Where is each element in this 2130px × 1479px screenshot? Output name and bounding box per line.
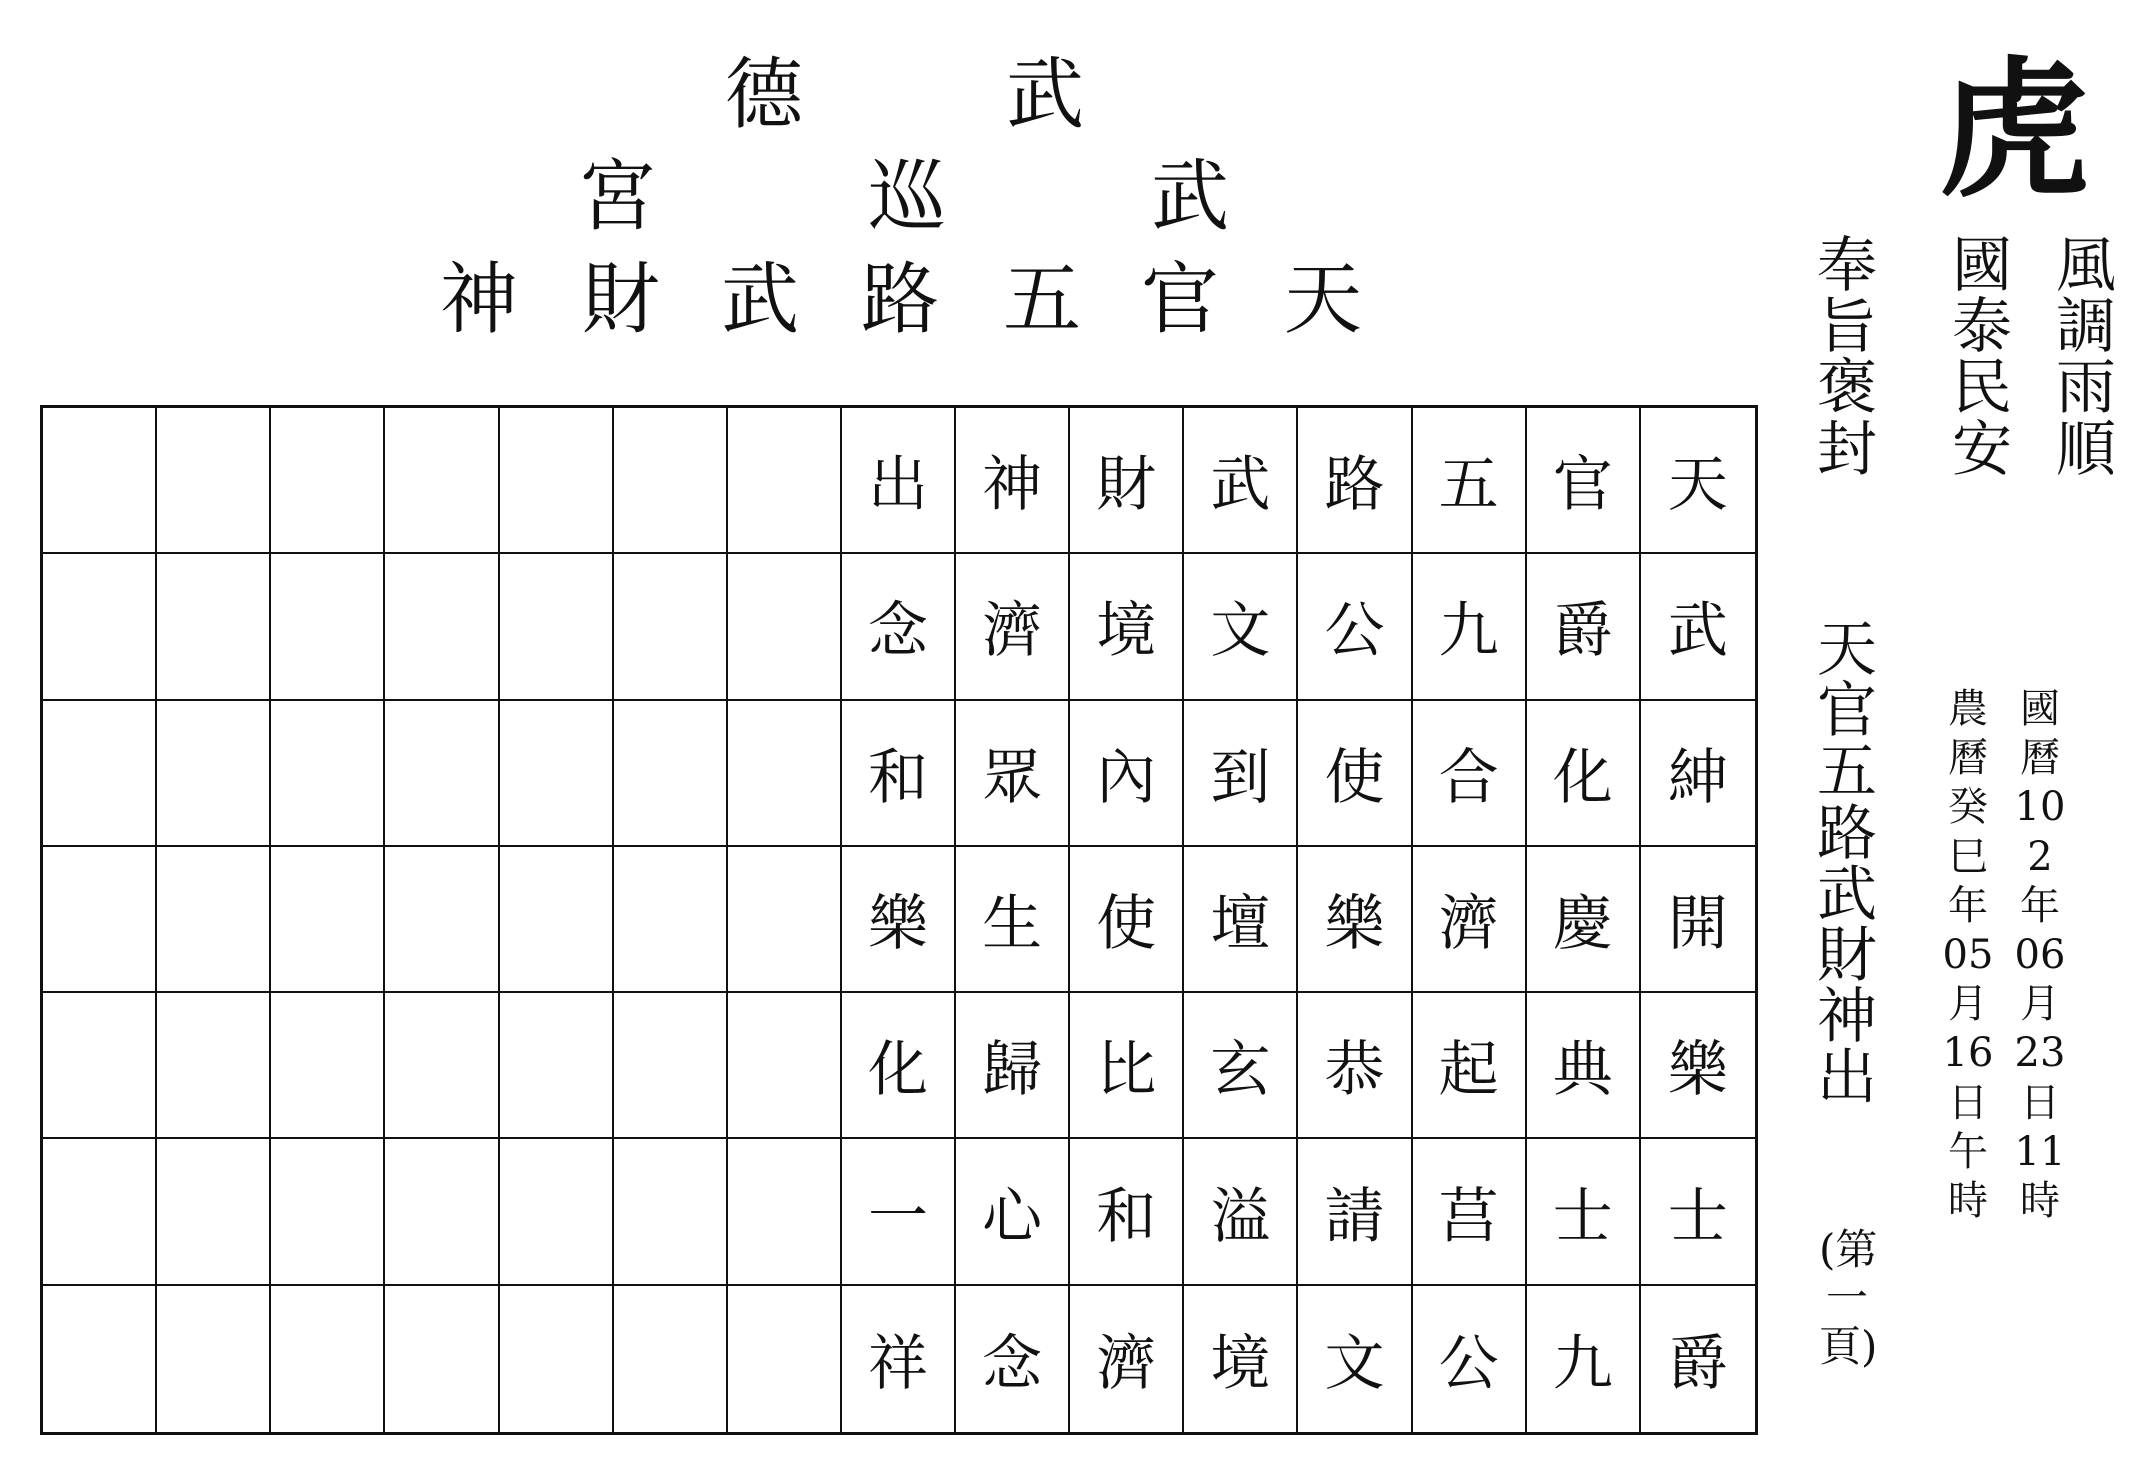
date-token: 巳 [1948,833,1988,880]
date-token: 年 [1948,882,1988,929]
grid-cell: 公 [1413,1286,1527,1432]
grid-cell [157,1139,271,1285]
grid-cell: 文 [1184,554,1298,700]
grid-cell: 境 [1184,1286,1298,1432]
grid-cell: 爵 [1527,554,1641,700]
grid-cell [728,993,842,1139]
grid-cell: 壇 [1184,847,1298,993]
grid-cell: 化 [1527,701,1641,847]
header-char: 武 [1150,152,1230,242]
grid-cell: 和 [1070,1139,1184,1285]
grid-cell [614,1139,728,1285]
grid-cell: 歸 [956,993,1070,1139]
grid-cell [614,1286,728,1432]
grid-cell [385,408,499,554]
grid-cell [614,408,728,554]
grid-cell: 路 [1298,408,1412,554]
grid-cell: 玄 [1184,993,1298,1139]
grid-cell [500,993,614,1139]
header-char: 官 [1140,255,1220,345]
grid-cell [271,993,385,1139]
grid-cell: 一 [842,1139,956,1285]
grid-cell [728,701,842,847]
date-token: 23 [2014,1030,2066,1077]
grid-cell: 開 [1641,847,1755,993]
grid-cell: 天 [1641,408,1755,554]
grid-cell: 念 [842,554,956,700]
grid-cell [157,554,271,700]
header-char: 路 [860,255,940,345]
grid-cell: 慶 [1527,847,1641,993]
grid-cell [271,847,385,993]
grid-cell [157,408,271,554]
grid-cell: 士 [1641,1139,1755,1285]
date-token: 日 [2020,1079,2060,1126]
header-char: 神 [439,255,519,345]
grid-cell: 溢 [1184,1139,1298,1285]
grid-cell [157,993,271,1139]
date-token: 16 [1942,1030,1994,1077]
grid-cell: 官 [1527,408,1641,554]
date-token: 午 [1948,1128,1988,1175]
grid-cell [614,554,728,700]
motto-column-1: 風調雨順 [2056,231,2116,485]
grid-cell: 濟 [956,554,1070,700]
grid-cell: 念 [956,1286,1070,1432]
date-token: 時 [2020,1177,2060,1224]
grid-cell: 士 [1527,1139,1641,1285]
grid-cell [500,554,614,700]
grid-cell [157,1286,271,1432]
grid-cell [614,701,728,847]
date-token: 06 [2014,931,2066,978]
grid-cell: 生 [956,847,1070,993]
grid-cell: 武 [1641,554,1755,700]
grid-cell [500,701,614,847]
grid-cell [271,1286,385,1432]
grid-cell: 起 [1413,993,1527,1139]
grid-cell: 九 [1413,554,1527,700]
grid-cell [43,1286,157,1432]
grid-cell: 化 [842,993,956,1139]
grid-cell [157,701,271,847]
date-token: 102 [2014,784,2066,880]
title-column: 天官五路武財神出 [1817,615,1877,1114]
grid-cell [500,1139,614,1285]
grid-cell [43,993,157,1139]
grid-cell: 文 [1298,1286,1412,1432]
motto-column-2: 國泰民安 [1952,231,2012,485]
date-token: 05 [1942,931,1994,978]
grid-cell [43,408,157,554]
character-grid [40,405,1758,1435]
date-token: 日 [1948,1079,1988,1126]
grid-cell: 合 [1413,701,1527,847]
date-token: 曆 [2020,735,2060,782]
grid-cell: 使 [1070,847,1184,993]
grid-cell [271,554,385,700]
grid-cell: 紳 [1641,701,1755,847]
grid-cell [728,1286,842,1432]
header-char: 巡 [867,152,947,242]
date-token: 年 [2020,882,2060,929]
grid-cell: 比 [1070,993,1184,1139]
date-national-column [2012,685,2068,1226]
grid-cell: 財 [1070,408,1184,554]
grid-cell [271,1139,385,1285]
grid-cell [271,701,385,847]
grid-cell: 濟 [1070,1286,1184,1432]
header-char: 財 [581,255,661,345]
grid-cell: 五 [1413,408,1527,554]
grid-cell [43,554,157,700]
grid-cell: 神 [956,408,1070,554]
header-char: 天 [1283,255,1363,345]
date-token: 曆 [1948,735,1988,782]
grid-cell: 內 [1070,701,1184,847]
grid-cell [385,554,499,700]
grid-cell: 武 [1184,408,1298,554]
grid-cell: 使 [1298,701,1412,847]
grid-cell [728,554,842,700]
decree-column: 奉旨褒封 [1817,231,1877,485]
grid-cell: 到 [1184,701,1298,847]
grid-cell: 樂 [1641,993,1755,1139]
grid-cell [728,408,842,554]
date-token: 癸 [1948,784,1988,831]
tiger-character: 虎 [1939,42,2090,218]
grid-cell: 境 [1070,554,1184,700]
grid-cell: 典 [1527,993,1641,1139]
grid-cell [614,847,728,993]
page-note: (第一頁) [1819,1225,1878,1371]
grid-cell: 心 [956,1139,1070,1285]
grid-cell: 公 [1298,554,1412,700]
grid-cell [728,847,842,993]
header-char: 德 [724,50,804,140]
date-token: 時 [1948,1177,1988,1224]
grid-cell: 出 [842,408,956,554]
grid-cell: 祥 [842,1286,956,1432]
grid-cell: 請 [1298,1139,1412,1285]
grid-cell [43,847,157,993]
grid-cell [728,1139,842,1285]
grid-cell [271,408,385,554]
grid-cell [385,1139,499,1285]
grid-cell [500,408,614,554]
date-token: 月 [1948,981,1988,1028]
grid-cell [385,1286,499,1432]
grid-cell: 九 [1527,1286,1641,1432]
grid-cell: 莒 [1413,1139,1527,1285]
grid-cell [500,847,614,993]
grid-cell: 樂 [1298,847,1412,993]
header-char: 武 [1005,50,1085,140]
grid-cell: 濟 [1413,847,1527,993]
header-char: 五 [1002,255,1082,345]
date-token: 國 [2020,686,2060,732]
date-token: 農 [1948,686,1988,732]
date-token: 月 [2020,981,2060,1028]
grid-cell [385,701,499,847]
date-lunar-column [1940,685,1996,1226]
grid-cell [500,1286,614,1432]
grid-cell [385,993,499,1139]
grid-cell: 爵 [1667,1328,1728,1399]
grid-cell: 樂 [842,847,956,993]
header-char: 宮 [577,152,657,242]
header-char: 武 [720,255,800,345]
grid-cell [385,847,499,993]
grid-cell: 和 [842,701,956,847]
grid-cell [43,701,157,847]
grid-cell: 恭 [1298,993,1412,1139]
grid-cell: 眾 [956,701,1070,847]
date-token: 11 [2014,1128,2066,1175]
grid-cell [43,1139,157,1285]
grid-cell [614,993,728,1139]
grid-cell [157,847,271,993]
